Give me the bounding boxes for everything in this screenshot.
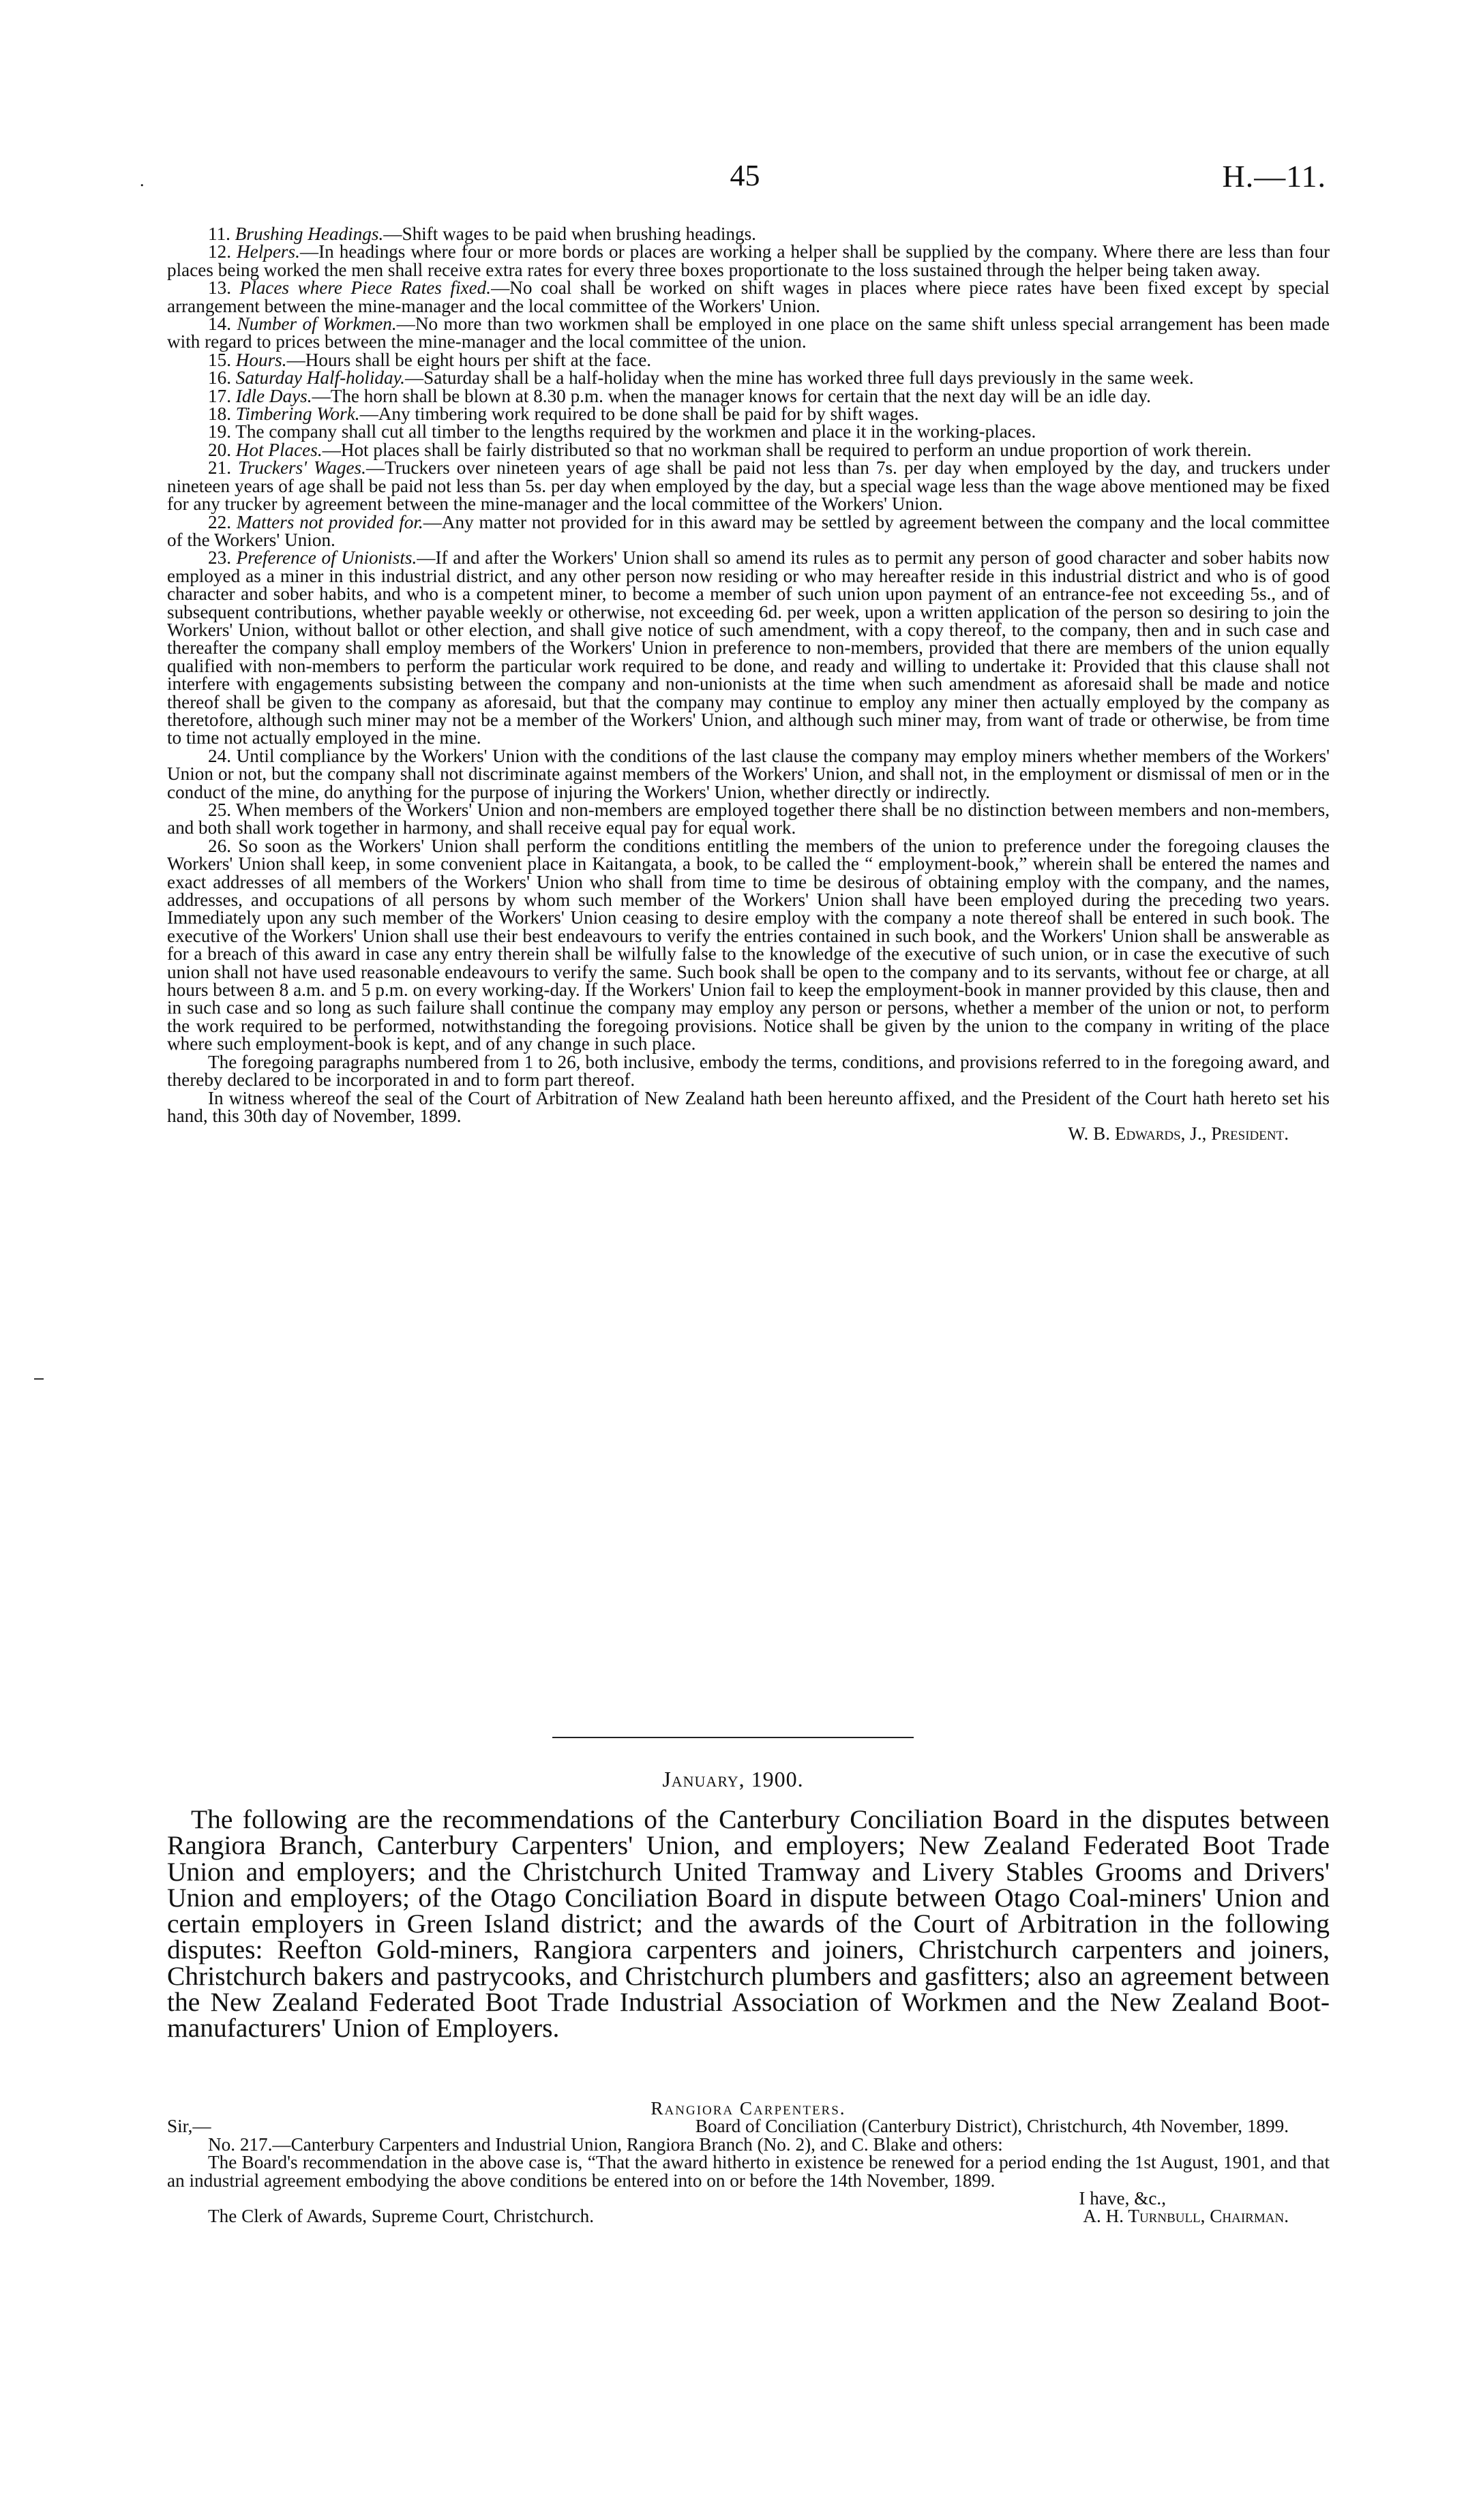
clause-heading: Helpers. bbox=[237, 241, 300, 262]
clause-heading: Truckers' Wages. bbox=[238, 457, 366, 479]
clause-text: —Saturday shall be a half-holiday when the mine has worked three full days previously in the same week. bbox=[404, 367, 1194, 389]
clause-number: 15. bbox=[208, 349, 231, 370]
clause-text: —Hours shall be eight hours per shift at the face. bbox=[286, 349, 652, 370]
margin-tick: . bbox=[140, 170, 145, 190]
clause-23 bbox=[167, 549, 1330, 746]
letter-from: Board of Conciliation (Canterbury District), Christchurch, 4th November, 1899. bbox=[695, 2116, 1289, 2137]
clause-heading: Hot Places. bbox=[235, 439, 323, 460]
letter-heading: Rangiora Carpenters. bbox=[650, 2098, 846, 2119]
president-signature: W. B. Edwards, J., President. bbox=[1068, 1123, 1289, 1144]
clause-13 bbox=[167, 279, 1330, 315]
clause-17 bbox=[167, 387, 1330, 405]
page-header bbox=[140, 158, 1326, 206]
award-clauses bbox=[167, 225, 1330, 1143]
clause-number: 19. bbox=[208, 421, 231, 442]
clause-text: When members of the Workers' Union and non-members are employed together there shall be no distinction between members and non-members, and both shall work together in harmony, and shall receive equal pay for equal work. bbox=[167, 800, 1330, 838]
letter-addressee: The Clerk of Awards, Supreme Court, Christchurch. bbox=[208, 2206, 595, 2227]
letter-salutation: Sir,— bbox=[167, 2116, 211, 2137]
clause-20 bbox=[167, 441, 1330, 459]
clause-heading: Idle Days. bbox=[235, 385, 312, 406]
clause-24 bbox=[167, 747, 1330, 801]
closing-foregoing: The foregoing paragraphs numbered from 1 to 26, both inclusive, embody the terms, conditions, and provisions referred to in the foregoing award, and thereby declared to be incorporated in and to form part thereof. bbox=[167, 1051, 1330, 1091]
clause-text: —Any matter not provided for in this award may be settled by agreement between the company and the local committee of the Workers' Union. bbox=[167, 511, 1330, 550]
clause-heading: Hours. bbox=[235, 349, 287, 370]
clause-heading: Saturday Half-holiday. bbox=[235, 367, 405, 389]
letter-footer-row bbox=[167, 2207, 1330, 2225]
clause-heading: Brushing Headings. bbox=[235, 224, 384, 244]
clause-number: 16. bbox=[208, 367, 231, 389]
closing-witness: In witness whereof the seal of the Court of Arbitration of New Zealand hath been hereunto affixed, and the President of the Court hath hereto set his hand, this 30th day of November, 1899. bbox=[167, 1087, 1330, 1126]
clause-text: So soon as the Workers' Union shall perform the conditions entitling the members of the union to preference under the foregoing clauses the Workers' Union shall keep, in some convenient place in Kaitangata, a book, to be called the “ employment-book,” wherein shall be entered the names and exact addresses of all members of the Workers' Union who shall from time to time be desirous of obtaining employ with the company, and the names, addresses, and occupations of all persons by whom such member of the Workers' Union shall have been employed during the preceding two years. Immediately upon any such member of the Workers' Union ceasing to desire employ with the company a note thereof shall be entered in such book. The executive of the Workers' Union shall use their best endeavours to verify the entries contained in such book, and the Workers' Union shall be answerable as for a breach of this award in case any entry therein shall be wilfully false to the knowledge of the executive of such union, or in case the executive of such union shall not have used reasonable endeavours to verify the same. Such book shall be open to the company and to its servants, without fee or charge, at all hours between 8 a.m. and 5 p.m. on every working-day. If the Workers' Union fail to keep the employment-book in manner provided by this clause, then and in such case and so long as such failure shall continue the company may employ any person or persons, whether a member of the union or not, to perform the work required to be performed, notwithstanding the foregoing provisions. Notice shall be given by the union to the company in writing of the place where such employment-book is kept, and of any change in such place. bbox=[167, 835, 1330, 1054]
clause-21 bbox=[167, 459, 1330, 513]
clause-number: 24. bbox=[208, 745, 231, 766]
clause-text: —Shift wages to be paid when brushing headings. bbox=[383, 224, 756, 244]
clause-text: —In headings where four or more bords or places are working a helper shall be supplied by the company. Where there are less than four places being worked the men shall receive extra rates for every three boxes proportionate to the loss sustained through the helper being taken away. bbox=[167, 241, 1330, 280]
clause-11 bbox=[167, 225, 1330, 243]
clause-number: 13. bbox=[208, 277, 231, 299]
document-code: H.—11. bbox=[1222, 159, 1326, 194]
clause-heading: Matters not provided for. bbox=[236, 511, 423, 532]
clause-text: —If and after the Workers' Union shall so amend its rules as to permit any person of good character and sober habits now employed as a miner in this industrial district, and any other person now residing or who may hereafter reside in this industrial district and who is of good character and sober habits, and who is a competent miner, to become a member of such union upon payment of an entrance-fee not exceeding 5s., and of subsequent contributions, whether payable weekly or otherwise, not exceeding 6d. per week, upon a written application of the person so desiring to join the Workers' Union, without ballot or other election, and shall give notice of such amendment, with a copy thereof, to the company, then and in such case and thereafter the company shall employ members of the Workers' Union in preference to non-members, provided that there are members of the union equally qualified with non-members to perform the particular work required to be done, and ready and willing to undertake it: Provided that this clause shall not interfere with engagements subsisting between the company and non-unionists at the time when such amendment as aforesaid shall be made and notice thereof shall be given to the company as aforesaid, but that the company may continue to employ any miner then actually employed by the company as theretofore, although such miner may not be a member of the Workers' Union, and although such miner may, from want of trade or otherwise, be from time to time not actually employed in the mine. bbox=[167, 547, 1330, 748]
clause-number: 17. bbox=[208, 385, 231, 406]
clause-number: 14. bbox=[208, 314, 231, 335]
section-intro bbox=[167, 1804, 1330, 2044]
clause-number: 25. bbox=[208, 800, 231, 820]
clause-number: 26. bbox=[208, 835, 231, 856]
clause-number: 12. bbox=[208, 241, 231, 262]
clause-16 bbox=[167, 367, 1330, 389]
clause-number: 11. bbox=[208, 224, 230, 244]
clause-18 bbox=[167, 405, 1330, 423]
clause-26 bbox=[167, 837, 1330, 1053]
clause-text: —Truckers over nineteen years of age shall be paid not less than 7s. per day when employed by the day, and truckers under nineteen years of age shall be paid not less than 5s. per day when employed by the day, but a special wage less than the wage above mentioned may be fixed for any trucker by agreement between the mine-manager and the local committee of the Workers' Union. bbox=[167, 457, 1330, 515]
section-date: January, 1900. bbox=[662, 1767, 804, 1791]
clause-text: —No more than two workmen shall be employed in one place on the same shift unless special arrangement has been made with regard to prices between the mine-manager and the local committee of the union. bbox=[167, 314, 1330, 352]
margin-mark bbox=[34, 1378, 44, 1380]
clause-heading: Number of Workmen. bbox=[237, 314, 397, 335]
clause-number: 22. bbox=[208, 511, 231, 532]
clause-25 bbox=[167, 801, 1330, 837]
letter-signatory: A. H. Turnbull, Chairman. bbox=[1083, 2206, 1289, 2227]
letter-rangiora bbox=[167, 2099, 1330, 2226]
letter-body: The Board's recommendation in the above case is, “That the award hitherto in existence be renewed for a period ending the 1st August, 1901, and that an industrial agreement embodying the above conditions be entered into on or before the 14th November, 1899. bbox=[167, 2152, 1330, 2191]
clause-text: —Any timbering work required to be done shall be paid for by shift wages. bbox=[359, 404, 919, 425]
clause-heading: Preference of Unionists. bbox=[236, 547, 417, 568]
letter-salutation-row bbox=[167, 2117, 1330, 2135]
clause-text: The company shall cut all timber to the lengths required by the workmen and place it in the working-places. bbox=[235, 421, 1036, 442]
intro-paragraph: The following are the recommendations of the Canterbury Conciliation Board in the disputes between Rangiora Branch, Canterbury Carpenters' Union, and employers; New Zealand Federated Boot Trade Union and employers; and the Christchurch United Tramway and Livery Stables Grooms and Drivers' Union and employers; of the Otago Conciliation Board in dispute between Otago Coal-miners' Union and certain employers in Green Island district; and the awards of the Court of Arbitration in the following disputes: Reefton Gold-miners, Rangiora carpenters and joiners, Christchurch carpenters and joiners, Christchurch bakers and pastrycooks, and Christchurch plumbers and gasfitters; also an agreement between the New Zealand Federated Boot Trade Industrial Association of Workmen and the New Zealand Boot-manufacturers' Union of Employers. bbox=[167, 1804, 1330, 2044]
page-number: 45 bbox=[730, 159, 760, 192]
clause-text: —Hot places shall be fairly distributed so that no workman shall be required to perform an undue proportion of work therein. bbox=[322, 439, 1252, 460]
clause-12 bbox=[167, 243, 1330, 279]
clause-heading: Places where Piece Rates fixed. bbox=[239, 277, 492, 299]
clause-19 bbox=[167, 423, 1330, 440]
letter-closing: I have, &c., bbox=[1079, 2188, 1166, 2209]
clause-text: Until compliance by the Workers' Union with the conditions of the last clause the company may employ miners whether members of the Workers' Union or not, but the company shall not discriminate against members of the Workers' Union, and shall not, in the employment or dismissal of men or in the conduct of the mine, do anything for the purpose of injuring the Workers' Union, whether directly or indirectly. bbox=[167, 745, 1330, 802]
clause-text: —The horn shall be blown at 8.30 p.m. when the manager knows for certain that the next day will be an idle day. bbox=[312, 385, 1151, 406]
clause-number: 20. bbox=[208, 439, 231, 460]
clause-15 bbox=[167, 351, 1330, 369]
clause-text: —No coal shall be worked on shift wages in places where piece rates have been fixed except by special arrangement between the mine-manager and the local committee of the Workers' Union. bbox=[167, 277, 1330, 316]
clause-number: 21. bbox=[208, 457, 231, 479]
section-divider bbox=[552, 1737, 914, 1738]
clause-heading: Timbering Work. bbox=[235, 404, 360, 425]
clause-number: 23. bbox=[208, 547, 231, 568]
clause-22 bbox=[167, 513, 1330, 549]
letter-case: No. 217.—Canterbury Carpenters and Industrial Union, Rangiora Branch (No. 2), and C. Blake and others: bbox=[208, 2134, 1003, 2155]
clause-14 bbox=[167, 315, 1330, 351]
clause-number: 18. bbox=[208, 404, 231, 425]
